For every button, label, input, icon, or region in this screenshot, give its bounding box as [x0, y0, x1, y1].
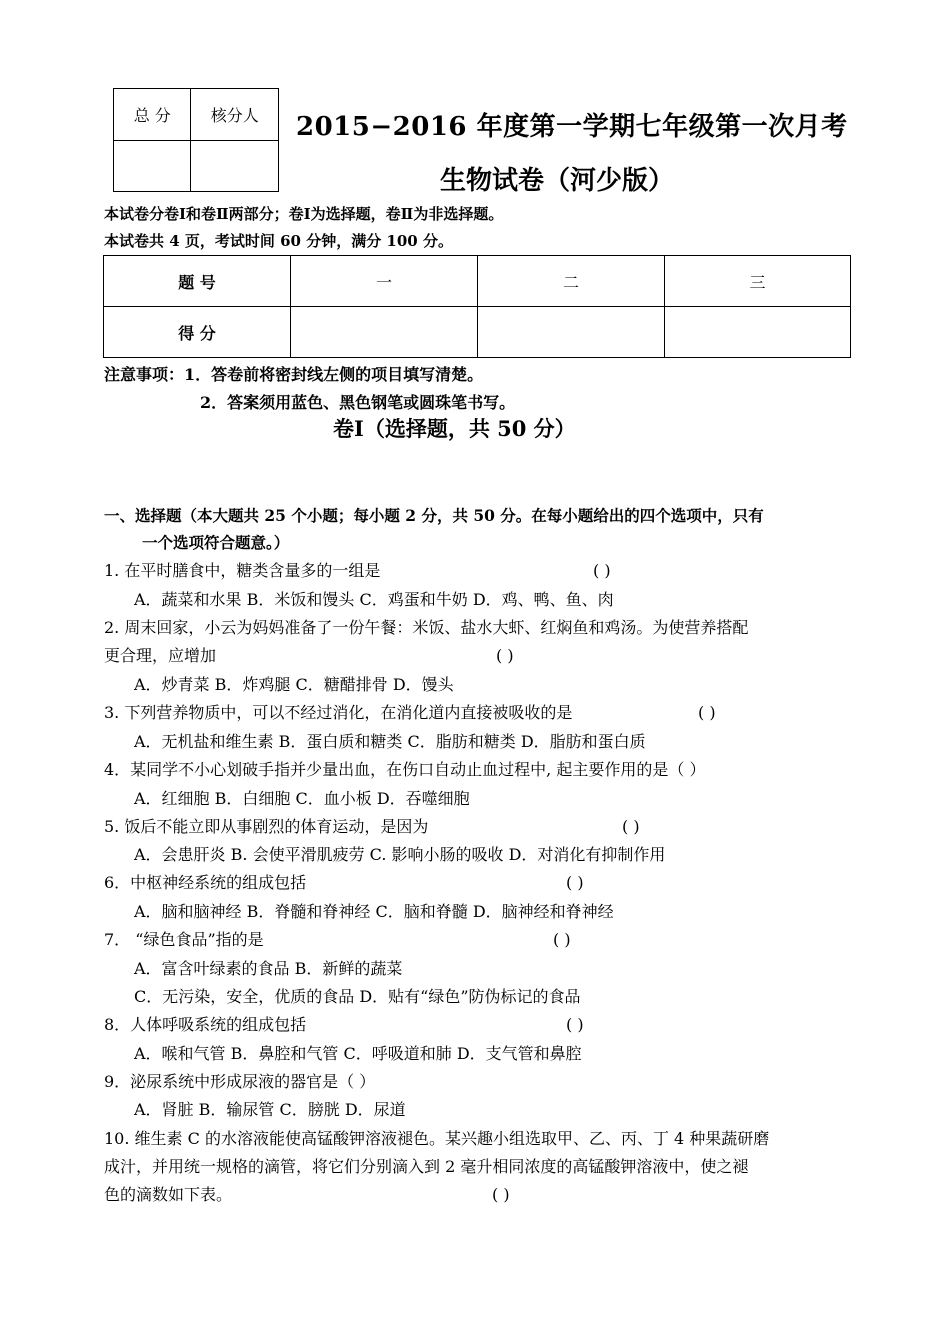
column-2-header: 二: [478, 256, 665, 307]
question-5-answer-paren[interactable]: ( ): [622, 817, 640, 836]
question-2-options: A．炒青菜 B．炸鸡腿 C．糖醋排骨 D．馒头: [134, 675, 454, 694]
column-3-header: 三: [665, 256, 851, 307]
score-cell-2[interactable]: [478, 307, 665, 358]
question-1-options: A．蔬菜和水果 B．米饭和馒头 C．鸡蛋和牛奶 D．鸡、鸭、鱼、肉: [134, 590, 614, 609]
score-label: 得 分: [104, 307, 291, 358]
exam-title: 2015−2016 年度第一学期七年级第一次月考: [296, 112, 848, 142]
question-9-stem: 9．泌尿系统中形成尿液的器官是（ ）: [104, 1072, 376, 1091]
question-3-stem: 3. 下列营养物质中，可以不经过消化，在消化道内直接被吸收的是: [104, 703, 573, 722]
question-6-stem: 6．中枢神经系统的组成包括: [104, 873, 307, 892]
question-10-answer-paren[interactable]: ( ): [492, 1185, 510, 1204]
checker-label: 核分人: [191, 89, 279, 141]
question-7-answer-paren[interactable]: ( ): [553, 930, 571, 949]
question-2-answer-paren[interactable]: ( ): [496, 646, 514, 665]
question-7-stem: 7． “绿色食品”指的是: [104, 930, 264, 949]
question-2-stem-line-2: 更合理，应增加: [104, 646, 217, 665]
question-4-stem: 4．某同学不小心划破手指并少量出血，在伤口自动止血过程中, 起主要作用的是（ ）: [104, 760, 706, 779]
score-cell-1[interactable]: [291, 307, 478, 358]
question-6-answer-paren[interactable]: ( ): [566, 873, 584, 892]
intro-line-1: 本试卷分卷Ⅰ和卷Ⅱ两部分；卷Ⅰ为选择题，卷Ⅱ为非选择题。: [104, 205, 504, 223]
question-number-label: 题 号: [104, 256, 291, 307]
score-box: [113, 88, 279, 192]
question-10-stem-line-2: 成汁，并用统一规格的滴管，将它们分别滴入到 2 毫升相同浓度的高锰酸钾溶液中，使之褪: [104, 1157, 749, 1176]
section-title: 卷Ⅰ（选择题，共 50 分）: [333, 416, 576, 441]
question-10-stem-line-1: 10. 维生素 C 的水溶液能使高锰酸钾溶液褪色。某兴趣小组选取甲、乙、丙、丁 4 种果蔬研磨: [104, 1129, 770, 1148]
score-cell-3[interactable]: [665, 307, 851, 358]
part-heading-line-1: 一、选择题（本大题共 25 个小题；每小题 2 分，共 50 分。在每小题给出的四个选项中，只有: [104, 506, 764, 525]
exam-subtitle: 生物试卷（河少版）: [440, 166, 675, 196]
question-4-options: A．红细胞 B．白细胞 C．血小板 D．吞噬细胞: [134, 789, 470, 808]
question-10-stem-line-3: 色的滴数如下表。: [104, 1185, 233, 1204]
total-score-cell[interactable]: [114, 141, 191, 192]
question-2-stem-line-1: 2. 周末回家，小云为妈妈准备了一份午餐：米饭、盐水大虾、红焖鱼和鸡汤。为使营养搭配: [104, 618, 749, 637]
question-7-options-line-2: C．无污染，安全，优质的食品 D．贴有“绿色”防伪标记的食品: [134, 987, 581, 1006]
question-8-answer-paren[interactable]: ( ): [566, 1015, 584, 1034]
part-heading-line-2: 一个选项符合题意。）: [142, 533, 290, 552]
question-8-stem: 8．人体呼吸系统的组成包括: [104, 1015, 307, 1034]
intro-line-2: 本试卷共 4 页，考试时间 60 分钟，满分 100 分。: [104, 232, 453, 250]
question-5-options: A．会患肝炎 B. 会使平滑肌疲劳 C. 影响小肠的吸收 D．对消化有抑制作用: [134, 845, 666, 864]
question-8-options: A．喉和气管 B．鼻腔和气管 C．呼吸道和肺 D．支气管和鼻腔: [134, 1044, 582, 1063]
question-9-options: A．肾脏 B．输尿管 C．膀胱 D．尿道: [134, 1100, 406, 1119]
column-1-header: 一: [291, 256, 478, 307]
question-1-stem: 1. 在平时膳食中，糖类含量多的一组是: [104, 561, 381, 580]
total-score-label: 总 分: [114, 89, 191, 141]
question-3-options: A．无机盐和维生素 B．蛋白质和糖类 C．脂肪和糖类 D．脂肪和蛋白质: [134, 732, 646, 751]
checker-cell[interactable]: [191, 141, 279, 192]
question-6-options: A．脑和脑神经 B．脊髓和脊神经 C．脑和脊髓 D．脑神经和脊神经: [134, 902, 614, 921]
question-7-options-line-1: A．富含叶绿素的食品 B．新鲜的蔬菜: [134, 959, 403, 978]
score-table: [103, 255, 851, 358]
notes-line-2: 2．答案须用蓝色、黑色钢笔或圆珠笔书写。: [200, 393, 516, 412]
question-3-answer-paren[interactable]: ( ): [698, 703, 716, 722]
question-1-answer-paren[interactable]: ( ): [593, 561, 611, 580]
question-5-stem: 5. 饭后不能立即从事剧烈的体育运动，是因为: [104, 817, 429, 836]
notes-line-1: 注意事项：1．答卷前将密封线左侧的项目填写清楚。: [104, 365, 484, 384]
